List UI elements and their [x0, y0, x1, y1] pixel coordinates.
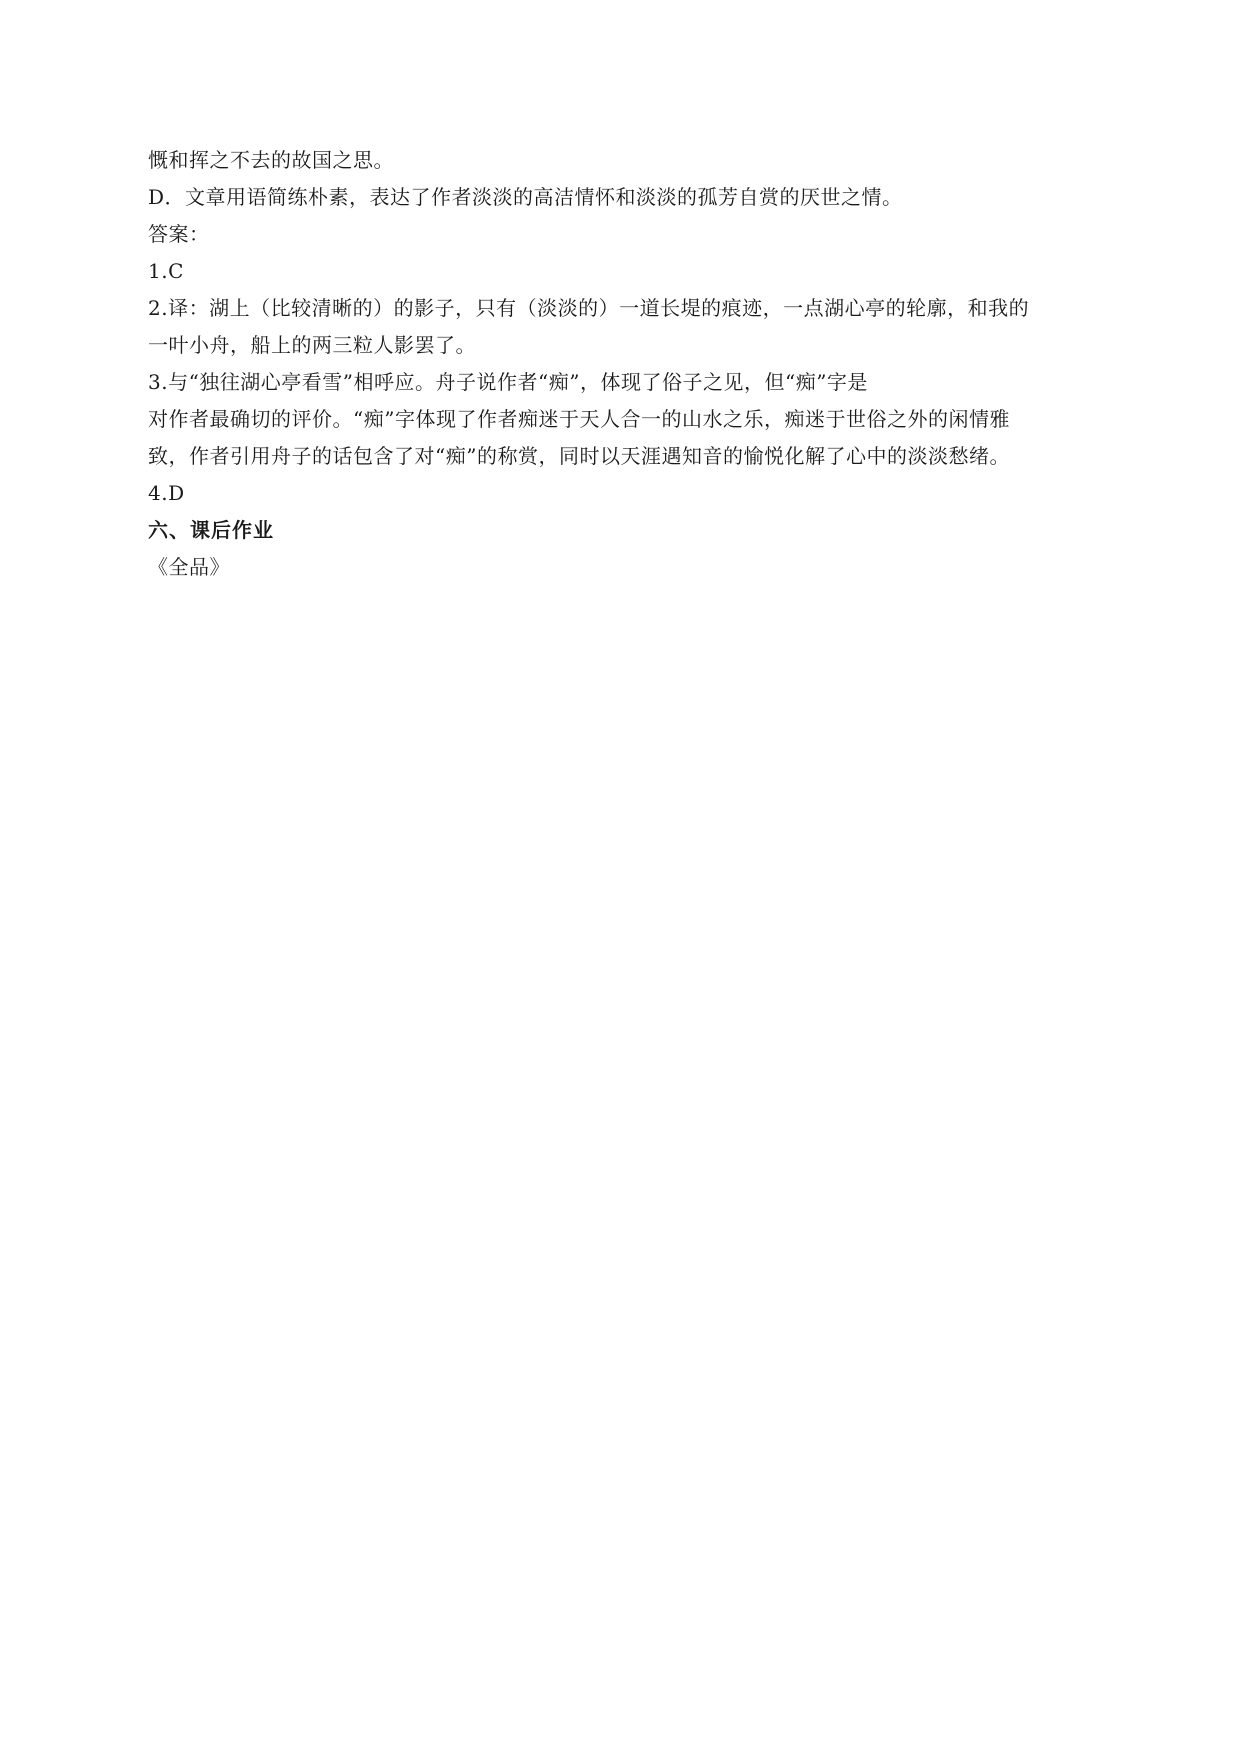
homework-text: 《全品》 [148, 555, 230, 579]
answer-3-line-3: 致，作者引用舟子的话包含了对“痴”的称赏，同时以天涯遇知音的愉悦化解了心中的淡淡愁绪。 [148, 444, 1010, 468]
answer-label: 答案： [148, 222, 210, 246]
section-heading-homework: 六、课后作业 [148, 518, 274, 542]
answer-3-line-2: 对作者最确切的评价。“痴”字体现了作者痴迷于天人合一的山水之乐，痴迷于世俗之外的闲情雅 [148, 407, 1010, 431]
answer-1: 1.C [148, 259, 184, 283]
option-d-line: D．文章用语简练朴素，表达了作者淡淡的高洁情怀和淡淡的孤芳自赏的厌世之情。 [148, 185, 903, 209]
document-content [148, 142, 1108, 586]
answer-2-line-1: 2.译：湖上（比较清晰的）的影子，只有（淡淡的）一道长堤的痕迹，一点湖心亭的轮廓，和我的 [148, 296, 1030, 320]
answer-3-line-1: 3.与“独往湖心亭看雪”相呼应。舟子说作者“痴”，体现了俗子之见，但“痴”字是 [148, 370, 868, 394]
answer-2-line-2: 一叶小舟，船上的两三粒人影罢了。 [148, 333, 476, 357]
answer-4: 4.D [148, 481, 185, 505]
text-line-continuation: 慨和挥之不去的故国之思。 [148, 148, 394, 172]
